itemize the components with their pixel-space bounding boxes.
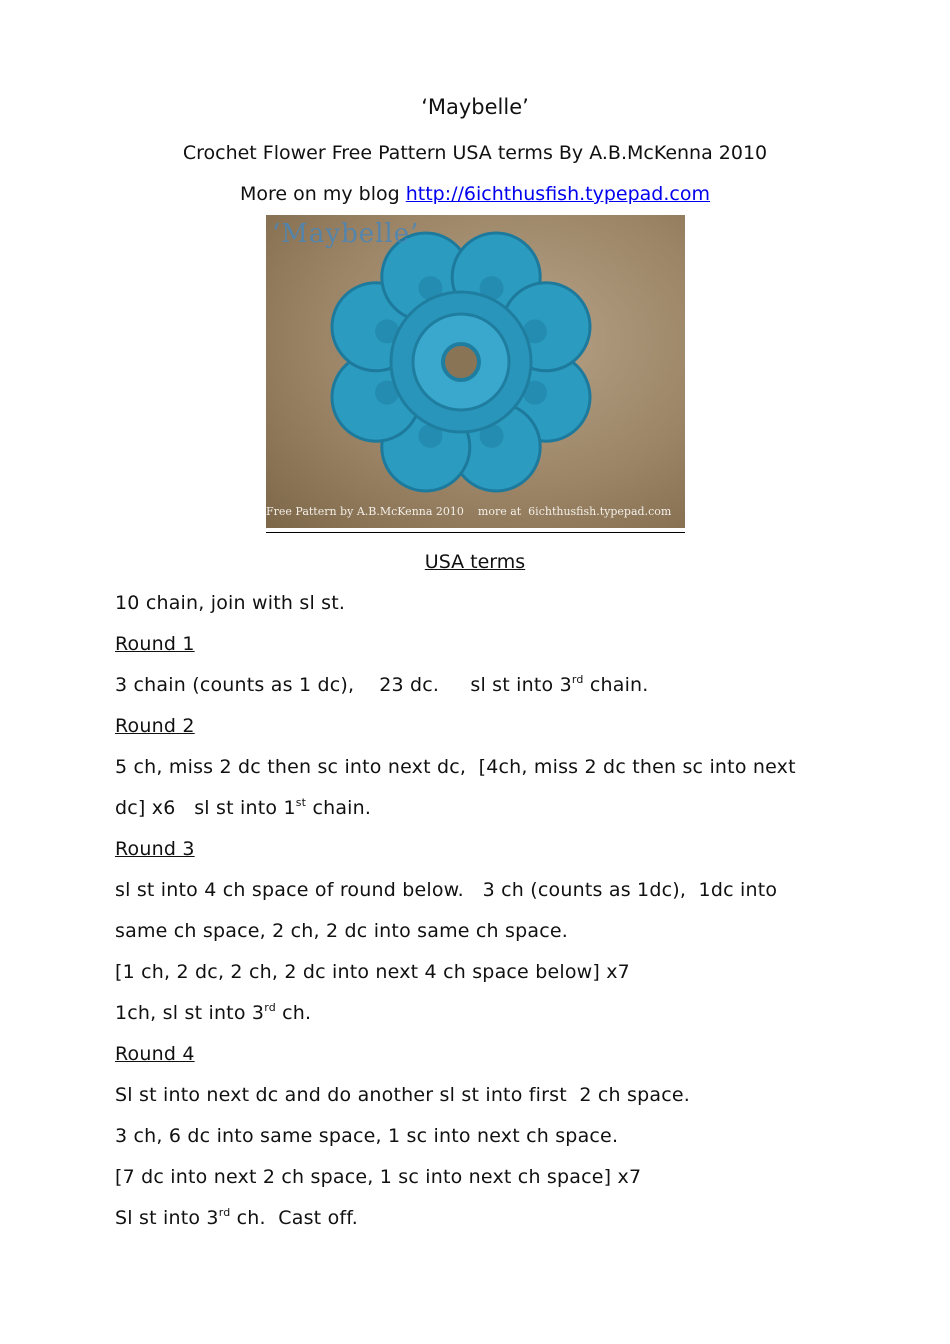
photo-caption: Free Pattern by A.B.McKenna 2010 more at 6ichthusfish.typepad.com bbox=[266, 505, 672, 518]
round2-line2 bbox=[115, 797, 371, 819]
document-subtitle: Crochet Flower Free Pattern USA terms By A.B.McKenna 2010 bbox=[182, 142, 768, 164]
photo-overlay-title: ‘Maybelle’ bbox=[272, 219, 420, 249]
round2-line2-text: dc] x6 sl st into 1 bbox=[115, 797, 296, 819]
flower-photo bbox=[266, 215, 685, 528]
round4-line1: Sl st into next dc and do another sl st into first 2 ch space. bbox=[115, 1084, 691, 1106]
round1-heading: Round 1 bbox=[115, 633, 195, 655]
round3-line1: sl st into 4 ch space of round below. 3 ch (counts as 1dc), 1dc into bbox=[115, 879, 778, 901]
document-title: ‘Maybelle’ bbox=[421, 95, 529, 119]
round3-line2: same ch space, 2 ch, 2 dc into same ch space. bbox=[115, 920, 569, 942]
round1-line1-sup: rd bbox=[571, 673, 584, 686]
intro-line: 10 chain, join with sl st. bbox=[115, 592, 346, 614]
blog-line bbox=[0, 183, 950, 205]
round4-line4-text: Sl st into 3 bbox=[115, 1207, 219, 1229]
blog-prefix: More on my blog bbox=[240, 183, 406, 205]
round4-heading: Round 4 bbox=[115, 1043, 195, 1065]
round1-line1-text: 3 chain (counts as 1 dc), 23 dc. sl st into 3 bbox=[115, 674, 572, 696]
round2-line2-sup: st bbox=[295, 796, 307, 809]
round2-line1: 5 ch, miss 2 dc then sc into next dc, [4ch, miss 2 dc then sc into next bbox=[115, 756, 796, 778]
usa-terms-heading bbox=[0, 551, 950, 573]
round3-line4-sup: rd bbox=[264, 1001, 276, 1014]
round4-line2: 3 ch, 6 dc into same space, 1 sc into next ch space. bbox=[115, 1125, 619, 1147]
photo-divider bbox=[266, 532, 685, 533]
round2-line2-end: chain. bbox=[306, 797, 372, 819]
round4-line4-end: ch. Cast off. bbox=[230, 1207, 359, 1229]
crochet-flower-image bbox=[266, 215, 685, 528]
round1-line1-end: chain. bbox=[583, 674, 649, 696]
round4-line4 bbox=[115, 1207, 358, 1229]
blog-link[interactable]: http://6ichthusfish.typepad.com bbox=[405, 183, 710, 205]
round3-heading: Round 3 bbox=[115, 838, 195, 860]
round2-heading: Round 2 bbox=[115, 715, 195, 737]
round1-line1 bbox=[115, 674, 649, 696]
round3-line4 bbox=[115, 1002, 311, 1024]
round3-line3: [1 ch, 2 dc, 2 ch, 2 dc into next 4 ch space below] x7 bbox=[115, 961, 630, 983]
usa-terms-heading-text: USA terms bbox=[424, 551, 526, 573]
round3-line4-text: 1ch, sl st into 3 bbox=[115, 1002, 265, 1024]
flower-center-hole bbox=[443, 344, 479, 380]
round3-line4-end: ch. bbox=[275, 1002, 312, 1024]
round4-line4-sup: rd bbox=[218, 1206, 231, 1219]
round4-line3: [7 dc into next 2 ch space, 1 sc into next ch space] x7 bbox=[115, 1166, 642, 1188]
